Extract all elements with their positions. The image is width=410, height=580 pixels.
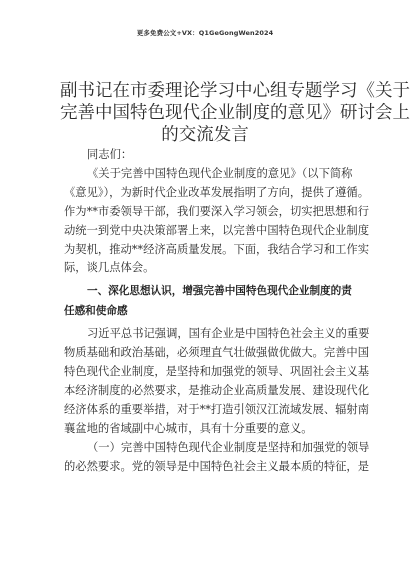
salutation: 同志们：	[87, 148, 133, 161]
title-line: 完善中国特色现代企业制度的意见》研讨会上	[60, 103, 410, 123]
section-line: 特色现代企业制度，是坚持和加强党的领导、巩固社会主义基	[64, 365, 370, 379]
intro-paragraph	[64, 165, 370, 278]
subsection-line: 的必然要求。党的领导是中国特色社会主义最本质的特征，是	[64, 459, 370, 473]
title-line: 副书记在市委理论学习中心组专题学习《关于	[60, 81, 410, 101]
subsection-1-paragraph	[64, 439, 370, 477]
section-heading-line: 任感和使命感	[64, 305, 128, 318]
section-1-heading	[64, 281, 364, 321]
section-line: 经济体系的重要举措，对于**打造引领汉江流域发展、辐射南	[64, 402, 370, 416]
section-line: 襄盆地的省域副中心城市，具有十分重要的意义。	[64, 421, 313, 435]
intro-line: 作为**市委领导干部，我们要深入学习领会，切实把思想和行	[64, 204, 370, 218]
section-line: 物质基础和政治基础，必须理直气壮做强做优做大。完善中国	[64, 346, 370, 360]
title-line: 的交流发言	[161, 125, 249, 145]
section-heading-line: 一、深化思想认识，增强完善中国特色现代企业制度的责	[87, 285, 352, 298]
header-watermark-note: 更多免费公文+VX：Q1GeGongWen2024	[136, 29, 274, 37]
section-line: 习近平总书记强调，国有企业是中国特色社会主义的重要	[87, 327, 370, 341]
document-title	[60, 80, 410, 146]
intro-line: 《意见》），为新时代企业改革发展指明了方向，提供了遵循。	[64, 185, 370, 199]
intro-line: 动统一到党中央决策部署上来，以完善中国特色现代企业制度	[64, 223, 370, 237]
subsection-line: （一）完善中国特色现代企业制度是坚持和加强党的领导	[87, 440, 370, 454]
document-body	[64, 146, 370, 477]
intro-line: 《关于完善中国特色现代企业制度的意见》（以下简称	[87, 166, 353, 180]
section-1-paragraph	[64, 325, 370, 438]
intro-line: 为契机，推动**经济高质量发展。下面，我结合学习和工作实	[64, 242, 370, 256]
intro-line: 际，谈几点体会。	[64, 261, 155, 275]
section-line: 本经济制度的必然要求，是推动企业高质量发展、建设现代化	[64, 384, 370, 398]
